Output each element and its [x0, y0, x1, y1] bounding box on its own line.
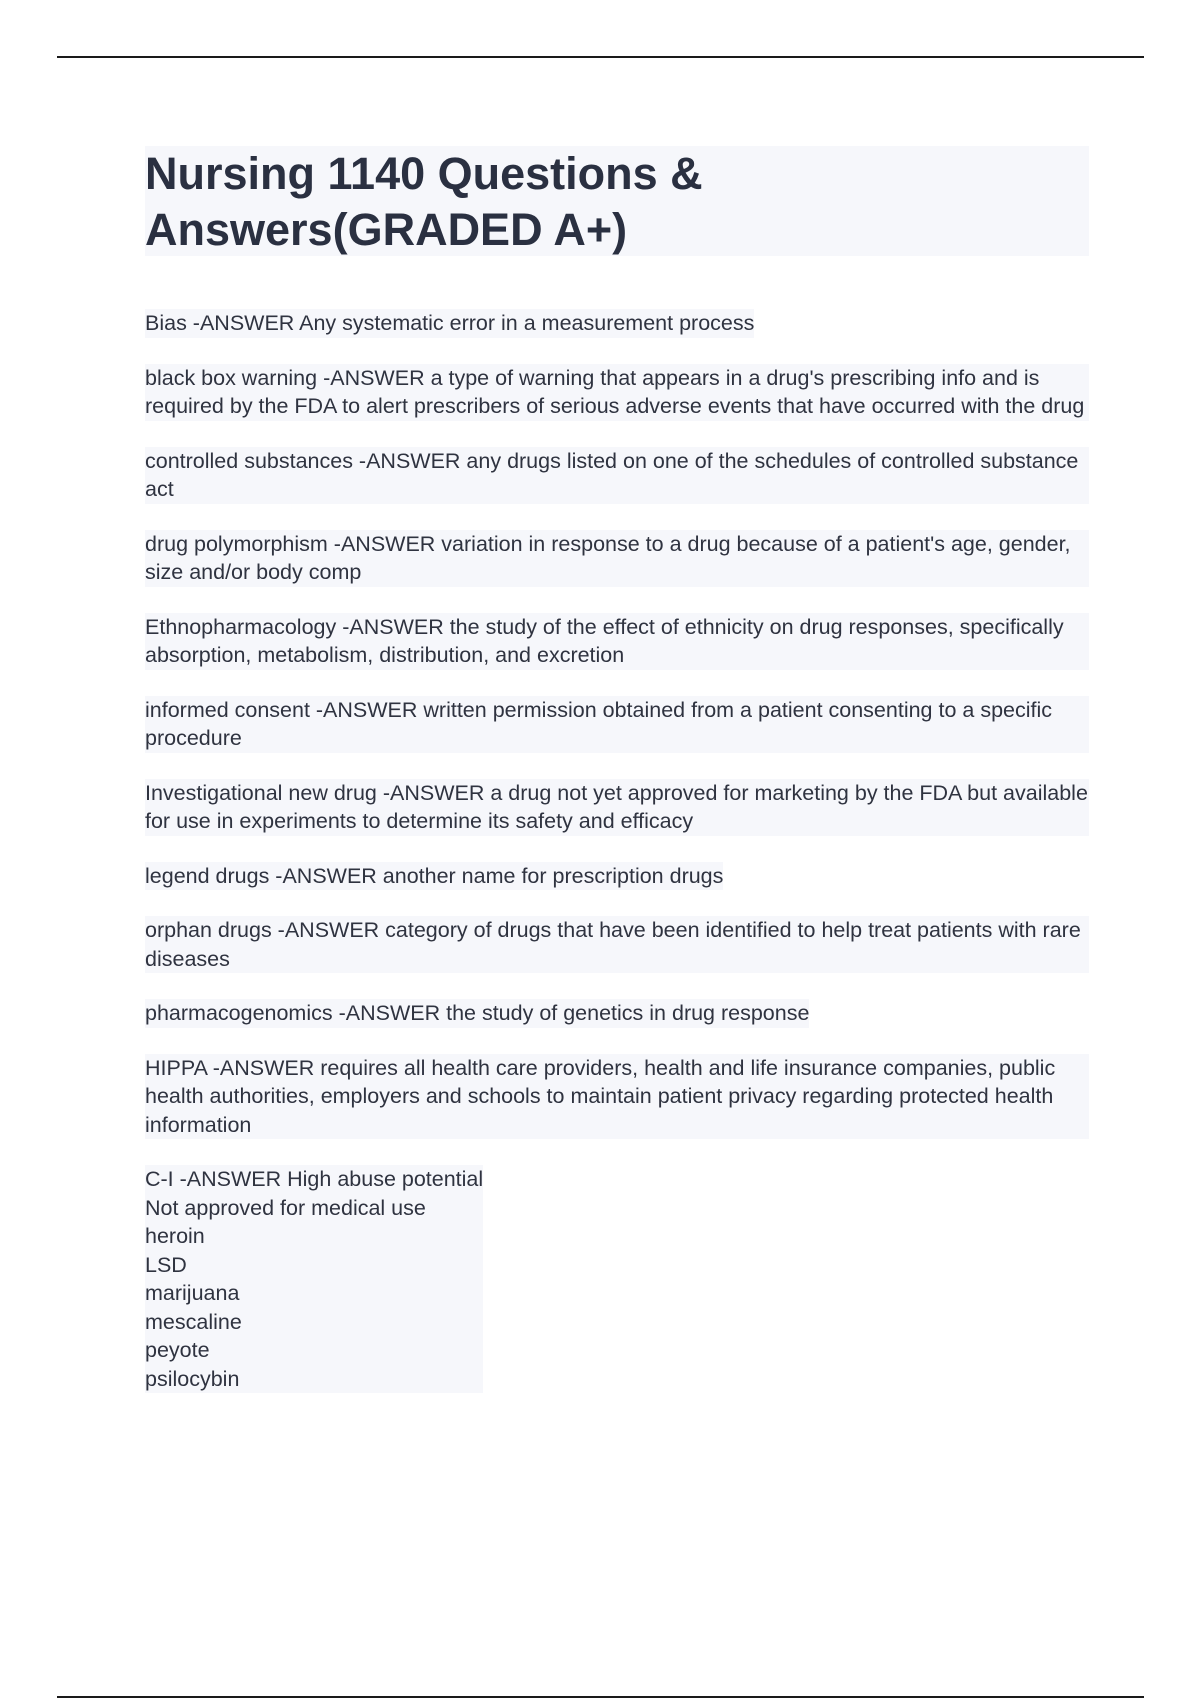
qa-list [145, 309, 1089, 1393]
qa-entry-c-i: C-I -ANSWER High abuse potential Not approved for medical use heroin LSD marijuana mescaline peyote psilocybin [145, 1165, 483, 1393]
qa-entry-investigational-new-drug: Investigational new drug -ANSWER a drug not yet approved for marketing by the FDA but available for use in experiments to determine its safety and efficacy [145, 779, 1089, 836]
qa-entry-hippa: HIPPA -ANSWER requires all health care providers, health and life insurance companies, public health authorities, employers and schools to maintain patient privacy regarding protected health information [145, 1054, 1089, 1140]
qa-entry-bias: Bias -ANSWER Any systematic error in a measurement process [145, 309, 754, 338]
qa-entry-ethnopharmacology: Ethnopharmacology -ANSWER the study of the effect of ethnicity on drug responses, specifically absorption, metabolism, distribution, and excretion [145, 613, 1089, 670]
qa-entry-orphan-drugs: orphan drugs -ANSWER category of drugs that have been identified to help treat patients with rare diseases [145, 916, 1089, 973]
qa-entry-controlled-substances: controlled substances -ANSWER any drugs listed on one of the schedules of controlled substance act [145, 447, 1089, 504]
bottom-rule [57, 1696, 1144, 1698]
document-body [145, 146, 1089, 1419]
page-title: Nursing 1140 Questions & Answers(GRADED A+) [145, 148, 703, 255]
title-block [145, 146, 1089, 256]
qa-entry-legend-drugs: legend drugs -ANSWER another name for prescription drugs [145, 862, 723, 891]
qa-entry-informed-consent: informed consent -ANSWER written permission obtained from a patient consenting to a specific procedure [145, 696, 1089, 753]
top-rule [57, 56, 1144, 58]
qa-entry-black-box-warning: black box warning -ANSWER a type of warning that appears in a drug's prescribing info and is required by the FDA to alert prescribers of serious adverse events that have occurred with the drug [145, 364, 1089, 421]
qa-entry-pharmacogenomics: pharmacogenomics -ANSWER the study of genetics in drug response [145, 999, 809, 1028]
qa-entry-drug-polymorphism: drug polymorphism -ANSWER variation in response to a drug because of a patient's age, gender, size and/or body comp [145, 530, 1089, 587]
